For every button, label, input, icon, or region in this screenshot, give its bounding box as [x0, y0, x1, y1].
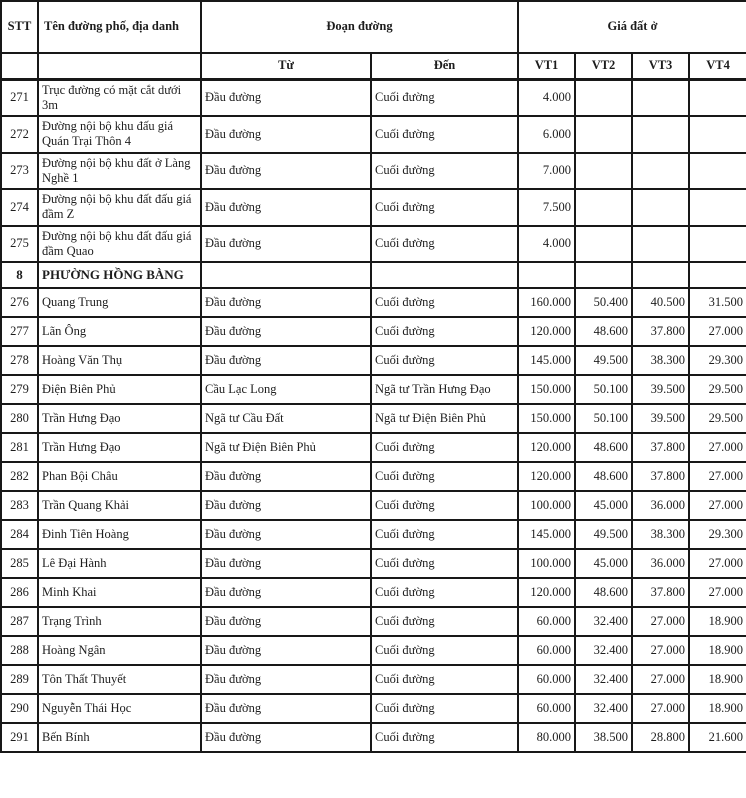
- to-cell: Ngã tư Điện Biên Phủ: [371, 404, 518, 433]
- vt1-cell: 120.000: [518, 462, 575, 491]
- stt-cell: 288: [1, 636, 38, 665]
- street-name-cell: Hoàng Văn Thụ: [38, 346, 201, 375]
- vt4-cell: 18.900: [689, 607, 746, 636]
- vt2-cell: 48.600: [575, 317, 632, 346]
- header-stt-empty: [1, 53, 38, 79]
- vt1-cell: 7.000: [518, 153, 575, 190]
- header-vt3: VT3: [632, 53, 689, 79]
- header-vt4: VT4: [689, 53, 746, 79]
- street-name-cell: Tôn Thất Thuyết: [38, 665, 201, 694]
- street-name-cell: Trần Hưng Đạo: [38, 404, 201, 433]
- to-cell: [371, 262, 518, 288]
- vt2-cell: 48.600: [575, 433, 632, 462]
- vt3-cell: 36.000: [632, 491, 689, 520]
- vt1-cell: 120.000: [518, 317, 575, 346]
- from-cell: Đầu đường: [201, 491, 371, 520]
- to-cell: Cuối đường: [371, 694, 518, 723]
- street-name-cell: Lê Đại Hành: [38, 549, 201, 578]
- table-row: [1, 346, 746, 375]
- from-cell: Đầu đường: [201, 636, 371, 665]
- stt-cell: 277: [1, 317, 38, 346]
- street-name-cell: Trạng Trình: [38, 607, 201, 636]
- to-cell: Cuối đường: [371, 578, 518, 607]
- vt4-cell: [689, 189, 746, 226]
- stt-cell: 8: [1, 262, 38, 288]
- street-name-cell: Quang Trung: [38, 288, 201, 317]
- vt1-cell: 60.000: [518, 607, 575, 636]
- vt2-cell: 32.400: [575, 665, 632, 694]
- vt1-cell: 150.000: [518, 375, 575, 404]
- stt-cell: 286: [1, 578, 38, 607]
- table-row: [1, 723, 746, 752]
- header-land-price: Giá đất ở: [518, 1, 746, 53]
- table-row: [1, 520, 746, 549]
- street-name-cell: Trần Quang Khải: [38, 491, 201, 520]
- street-name-cell: Điện Biên Phủ: [38, 375, 201, 404]
- stt-cell: 279: [1, 375, 38, 404]
- table-body: [1, 79, 746, 752]
- vt1-cell: 60.000: [518, 694, 575, 723]
- vt1-cell: 150.000: [518, 404, 575, 433]
- table-row: [1, 636, 746, 665]
- vt1-cell: 60.000: [518, 665, 575, 694]
- vt1-cell: 4.000: [518, 226, 575, 263]
- vt2-cell: 50.100: [575, 375, 632, 404]
- vt2-cell: 45.000: [575, 549, 632, 578]
- stt-cell: 272: [1, 116, 38, 153]
- vt3-cell: 27.000: [632, 607, 689, 636]
- from-cell: Đầu đường: [201, 288, 371, 317]
- vt3-cell: [632, 79, 689, 116]
- vt3-cell: [632, 189, 689, 226]
- from-cell: Đầu đường: [201, 226, 371, 263]
- from-cell: Đầu đường: [201, 607, 371, 636]
- vt3-cell: 37.800: [632, 462, 689, 491]
- vt2-cell: [575, 116, 632, 153]
- from-cell: Đầu đường: [201, 346, 371, 375]
- stt-cell: 278: [1, 346, 38, 375]
- vt2-cell: 49.500: [575, 346, 632, 375]
- vt4-cell: 31.500: [689, 288, 746, 317]
- vt3-cell: 38.300: [632, 346, 689, 375]
- vt4-cell: 18.900: [689, 636, 746, 665]
- vt3-cell: [632, 226, 689, 263]
- street-name-cell: Trục đường có mặt cắt dưới 3m: [38, 79, 201, 116]
- table-row: [1, 578, 746, 607]
- header-to: Đến: [371, 53, 518, 79]
- vt4-cell: [689, 116, 746, 153]
- to-cell: Cuối đường: [371, 723, 518, 752]
- from-cell: Đầu đường: [201, 116, 371, 153]
- header-street-name: Tên đường phố, địa danh: [38, 1, 201, 53]
- table-row: [1, 549, 746, 578]
- stt-cell: 284: [1, 520, 38, 549]
- vt2-cell: [575, 153, 632, 190]
- vt2-cell: 45.000: [575, 491, 632, 520]
- street-name-cell: Đường nội bộ khu đất ở Làng Nghề 1: [38, 153, 201, 190]
- stt-cell: 273: [1, 153, 38, 190]
- stt-cell: 282: [1, 462, 38, 491]
- table-row: [1, 79, 746, 116]
- street-name-cell: Trần Hưng Đạo: [38, 433, 201, 462]
- stt-cell: 283: [1, 491, 38, 520]
- vt1-cell: [518, 262, 575, 288]
- vt4-cell: 29.300: [689, 346, 746, 375]
- vt4-cell: 21.600: [689, 723, 746, 752]
- table-row: [1, 462, 746, 491]
- to-cell: Cuối đường: [371, 79, 518, 116]
- street-name-cell: Hoàng Ngân: [38, 636, 201, 665]
- vt1-cell: 120.000: [518, 578, 575, 607]
- from-cell: Ngã tư Điện Biên Phủ: [201, 433, 371, 462]
- table-row: [1, 153, 746, 190]
- stt-cell: 285: [1, 549, 38, 578]
- table-row: [1, 116, 746, 153]
- vt4-cell: [689, 79, 746, 116]
- table-row: [1, 317, 746, 346]
- vt1-cell: 6.000: [518, 116, 575, 153]
- vt3-cell: 27.000: [632, 636, 689, 665]
- header-stt: STT: [1, 1, 38, 53]
- vt2-cell: 38.500: [575, 723, 632, 752]
- street-name-cell: PHƯỜNG HỒNG BÀNG: [38, 262, 201, 288]
- to-cell: Cuối đường: [371, 153, 518, 190]
- vt1-cell: 145.000: [518, 520, 575, 549]
- table-row: [1, 189, 746, 226]
- vt1-cell: 120.000: [518, 433, 575, 462]
- vt1-cell: 60.000: [518, 636, 575, 665]
- table-row: [1, 491, 746, 520]
- vt4-cell: 18.900: [689, 665, 746, 694]
- vt2-cell: [575, 79, 632, 116]
- street-name-cell: Phan Bội Châu: [38, 462, 201, 491]
- from-cell: Đầu đường: [201, 694, 371, 723]
- street-name-cell: Bến Bính: [38, 723, 201, 752]
- vt2-cell: 50.400: [575, 288, 632, 317]
- vt2-cell: [575, 226, 632, 263]
- section-header-row: [1, 262, 746, 288]
- table-row: [1, 226, 746, 263]
- stt-cell: 271: [1, 79, 38, 116]
- street-name-cell: Minh Khai: [38, 578, 201, 607]
- table-header: [1, 1, 746, 79]
- vt3-cell: [632, 116, 689, 153]
- table-row: [1, 607, 746, 636]
- vt4-cell: 29.500: [689, 404, 746, 433]
- vt3-cell: 36.000: [632, 549, 689, 578]
- vt3-cell: 39.500: [632, 404, 689, 433]
- vt2-cell: 48.600: [575, 578, 632, 607]
- to-cell: Cuối đường: [371, 636, 518, 665]
- from-cell: Đầu đường: [201, 549, 371, 578]
- from-cell: Ngã tư Cầu Đất: [201, 404, 371, 433]
- table-row: [1, 404, 746, 433]
- stt-cell: 280: [1, 404, 38, 433]
- vt4-cell: 29.300: [689, 520, 746, 549]
- to-cell: Cuối đường: [371, 346, 518, 375]
- table-row: [1, 288, 746, 317]
- vt1-cell: 145.000: [518, 346, 575, 375]
- vt4-cell: 27.000: [689, 491, 746, 520]
- to-cell: Cuối đường: [371, 665, 518, 694]
- from-cell: Cầu Lạc Long: [201, 375, 371, 404]
- vt1-cell: 80.000: [518, 723, 575, 752]
- to-cell: Cuối đường: [371, 462, 518, 491]
- vt2-cell: 32.400: [575, 694, 632, 723]
- from-cell: Đầu đường: [201, 79, 371, 116]
- vt4-cell: 29.500: [689, 375, 746, 404]
- to-cell: Cuối đường: [371, 433, 518, 462]
- vt3-cell: 38.300: [632, 520, 689, 549]
- to-cell: Cuối đường: [371, 491, 518, 520]
- street-name-cell: Đường nội bộ khu đấu giá Quán Trại Thôn 4: [38, 116, 201, 153]
- vt4-cell: [689, 153, 746, 190]
- from-cell: Đầu đường: [201, 578, 371, 607]
- to-cell: Cuối đường: [371, 317, 518, 346]
- vt4-cell: 18.900: [689, 694, 746, 723]
- stt-cell: 289: [1, 665, 38, 694]
- vt4-cell: [689, 262, 746, 288]
- from-cell: [201, 262, 371, 288]
- from-cell: Đầu đường: [201, 665, 371, 694]
- from-cell: Đầu đường: [201, 462, 371, 491]
- vt1-cell: 4.000: [518, 79, 575, 116]
- vt3-cell: [632, 153, 689, 190]
- vt3-cell: 37.800: [632, 317, 689, 346]
- vt3-cell: [632, 262, 689, 288]
- from-cell: Đầu đường: [201, 723, 371, 752]
- vt2-cell: 50.100: [575, 404, 632, 433]
- vt3-cell: 27.000: [632, 665, 689, 694]
- to-cell: Cuối đường: [371, 189, 518, 226]
- vt1-cell: 100.000: [518, 491, 575, 520]
- vt2-cell: 48.600: [575, 462, 632, 491]
- vt2-cell: [575, 189, 632, 226]
- table-row: [1, 694, 746, 723]
- from-cell: Đầu đường: [201, 189, 371, 226]
- to-cell: Cuối đường: [371, 116, 518, 153]
- vt1-cell: 7.500: [518, 189, 575, 226]
- vt2-cell: 32.400: [575, 607, 632, 636]
- to-cell: Cuối đường: [371, 607, 518, 636]
- header-row-sub: [1, 53, 746, 79]
- table-row: [1, 375, 746, 404]
- table-row: [1, 665, 746, 694]
- street-name-cell: Đường nội bộ khu đất đấu giá đầm Z: [38, 189, 201, 226]
- street-name-cell: Đinh Tiên Hoàng: [38, 520, 201, 549]
- header-street-empty: [38, 53, 201, 79]
- street-name-cell: Nguyễn Thái Học: [38, 694, 201, 723]
- stt-cell: 281: [1, 433, 38, 462]
- stt-cell: 276: [1, 288, 38, 317]
- stt-cell: 287: [1, 607, 38, 636]
- stt-cell: 291: [1, 723, 38, 752]
- header-vt1: VT1: [518, 53, 575, 79]
- from-cell: Đầu đường: [201, 520, 371, 549]
- stt-cell: 275: [1, 226, 38, 263]
- stt-cell: 274: [1, 189, 38, 226]
- vt4-cell: 27.000: [689, 549, 746, 578]
- vt4-cell: 27.000: [689, 462, 746, 491]
- to-cell: Cuối đường: [371, 226, 518, 263]
- vt2-cell: [575, 262, 632, 288]
- vt3-cell: 27.000: [632, 694, 689, 723]
- to-cell: Cuối đường: [371, 549, 518, 578]
- vt4-cell: 27.000: [689, 578, 746, 607]
- vt3-cell: 37.800: [632, 578, 689, 607]
- to-cell: Cuối đường: [371, 520, 518, 549]
- table-row: [1, 433, 746, 462]
- vt1-cell: 100.000: [518, 549, 575, 578]
- header-vt2: VT2: [575, 53, 632, 79]
- vt4-cell: [689, 226, 746, 263]
- vt3-cell: 39.500: [632, 375, 689, 404]
- vt3-cell: 37.800: [632, 433, 689, 462]
- header-row-top: [1, 1, 746, 53]
- stt-cell: 290: [1, 694, 38, 723]
- vt4-cell: 27.000: [689, 317, 746, 346]
- to-cell: Ngã tư Trần Hưng Đạo: [371, 375, 518, 404]
- vt1-cell: 160.000: [518, 288, 575, 317]
- street-name-cell: Lãn Ông: [38, 317, 201, 346]
- vt2-cell: 32.400: [575, 636, 632, 665]
- header-from: Từ: [201, 53, 371, 79]
- header-road-segment: Đoạn đường: [201, 1, 518, 53]
- street-name-cell: Đường nội bộ khu đất đấu giá đầm Quao: [38, 226, 201, 263]
- vt2-cell: 49.500: [575, 520, 632, 549]
- to-cell: Cuối đường: [371, 288, 518, 317]
- vt3-cell: 40.500: [632, 288, 689, 317]
- vt4-cell: 27.000: [689, 433, 746, 462]
- from-cell: Đầu đường: [201, 153, 371, 190]
- vt3-cell: 28.800: [632, 723, 689, 752]
- from-cell: Đầu đường: [201, 317, 371, 346]
